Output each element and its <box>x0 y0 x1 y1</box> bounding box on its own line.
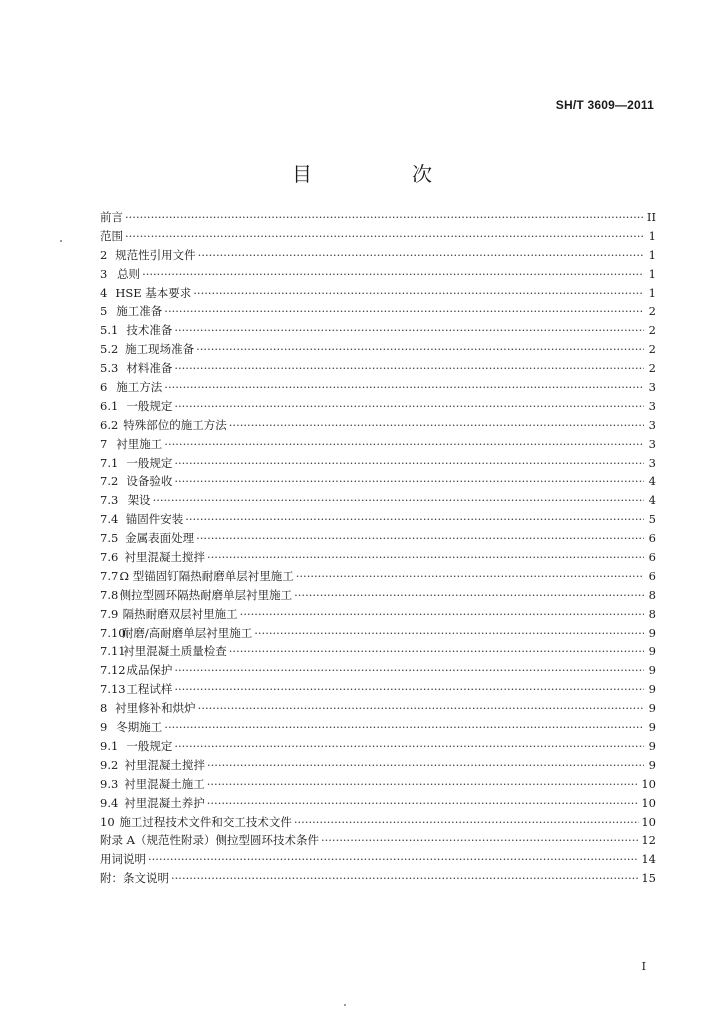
toc-entry-number: 4 <box>100 285 108 300</box>
toc-entry-number: 7.1 <box>100 455 119 470</box>
dot-leader <box>171 869 639 888</box>
toc-entry-label: 用词说明 <box>100 852 146 867</box>
toc-entry-number: 6.2 <box>100 417 119 432</box>
toc-entry-label: 特殊部位的施工方法 <box>123 417 227 432</box>
toc-entry-label: 施工现场准备 <box>125 342 195 357</box>
toc-entry-page: 4 <box>648 474 656 489</box>
toc-entry-number: 7.12 <box>100 663 126 678</box>
toc-entry-label: 冬期施工 <box>116 720 163 735</box>
toc-entry-number: 9 <box>100 720 108 735</box>
toc-entry-number: 7.6 <box>100 550 119 565</box>
dot-leader <box>174 737 644 756</box>
toc-entry-label: 规范性引用文件 <box>115 247 196 262</box>
scan-speck <box>60 240 62 242</box>
toc-entry-number: 9.4 <box>100 795 119 810</box>
toc-entry-number: 7.4 <box>100 512 119 527</box>
dot-leader <box>148 850 639 869</box>
toc-entry-page: 9 <box>648 625 656 640</box>
toc-entry <box>100 775 656 794</box>
toc-entry-label: 衬里混凝土施工 <box>124 776 205 791</box>
toc-entry-label: 架设 <box>127 493 151 508</box>
toc-entry-number: 7.11 <box>100 644 126 659</box>
toc-entry <box>100 605 656 624</box>
dot-leader <box>174 661 644 680</box>
toc-entry <box>100 284 656 303</box>
dot-leader <box>174 454 644 473</box>
toc-entry-label: 技术准备 <box>126 323 173 338</box>
toc-entry-label: 隔热耐磨双层衬里施工 <box>122 606 238 621</box>
toc-entry-page: 9 <box>648 682 656 697</box>
dot-leader <box>164 435 644 454</box>
toc-entry-label: 衬里修补和烘炉 <box>115 701 196 716</box>
toc-entry <box>100 454 656 473</box>
toc-entry <box>100 246 656 265</box>
toc-entry <box>100 850 656 869</box>
toc-entry <box>100 359 656 378</box>
dot-leader <box>174 680 644 699</box>
dot-leader <box>174 321 644 340</box>
toc-entry-number: 10 <box>100 814 115 829</box>
toc-entry-number: 5 <box>100 304 108 319</box>
standard-code: SH/T 3609—2011 <box>555 98 654 112</box>
toc-entry <box>100 813 656 832</box>
toc-entry <box>100 472 656 491</box>
toc-entry-number: 9.2 <box>100 757 119 772</box>
dot-leader <box>254 624 644 643</box>
toc-entry-page: 2 <box>648 342 656 357</box>
toc-entry <box>100 737 656 756</box>
toc-entry-number: 7.3 <box>100 493 119 508</box>
toc-entry-page: 6 <box>648 550 656 565</box>
dot-leader <box>125 227 644 246</box>
toc-entry-label: Ω 型锚固钉隔热耐磨单层衬里施工 <box>119 568 294 583</box>
toc-entry-number: 7.2 <box>100 474 119 489</box>
toc-entry-number: 8 <box>100 701 108 716</box>
toc-entry-number: 7 <box>100 436 108 451</box>
dot-leader <box>294 813 639 832</box>
toc-entry-label: 设备验收 <box>126 474 173 489</box>
toc-entry-page: 9 <box>648 701 656 716</box>
dot-leader <box>207 794 640 813</box>
dot-leader <box>174 397 644 416</box>
toc-entry-label: 锚固件安装 <box>125 512 184 527</box>
dot-leader <box>193 284 644 303</box>
toc-entry-label: 范围 <box>100 228 123 243</box>
toc-entry-page: 6 <box>648 568 656 583</box>
dot-leader <box>164 718 644 737</box>
toc-entry-page: 2 <box>648 323 656 338</box>
toc-entry-label: 侧拉型圆环隔热耐磨单层衬里施工 <box>119 587 293 602</box>
toc-entry <box>100 265 656 284</box>
dot-leader <box>321 831 639 850</box>
toc-entry <box>100 227 656 246</box>
toc-entry-label: 施工过程技术文件和交工技术文件 <box>119 814 292 829</box>
toc-entry <box>100 869 656 888</box>
toc-entry-label: 金属表面处理 <box>125 531 195 546</box>
dot-leader <box>296 567 644 586</box>
toc-entry-page: 1 <box>648 247 656 262</box>
dot-leader <box>294 586 644 605</box>
toc-entry-page: 1 <box>648 266 656 281</box>
toc-entry-number: 9.3 <box>100 776 119 791</box>
toc-entry <box>100 435 656 454</box>
toc-entry-page: 3 <box>648 398 656 413</box>
scan-speck <box>344 1004 346 1006</box>
dot-leader <box>196 340 644 359</box>
toc-entry-page: 3 <box>648 417 656 432</box>
toc-entry <box>100 680 656 699</box>
toc-entry <box>100 340 656 359</box>
toc-entry-number: 7.5 <box>100 531 119 546</box>
dot-leader <box>142 265 644 284</box>
toc-entry-number: 7.9 <box>100 606 119 621</box>
toc-entry-number: 6 <box>100 380 108 395</box>
toc-entry-page: 6 <box>648 531 656 546</box>
dot-leader <box>174 472 644 491</box>
toc-entry-label: 附录 A（规范性附录）侧拉型圆环技术条件 <box>100 833 319 848</box>
toc-entry-label: HSE 基本要求 <box>115 285 192 300</box>
toc-entry <box>100 529 656 548</box>
dot-leader <box>207 548 644 567</box>
toc-entry-page: 9 <box>648 720 656 735</box>
toc-entry-label: 一般规定 <box>126 455 173 470</box>
toc-entry-number: 7.8 <box>100 587 119 602</box>
toc-entry-page: 3 <box>648 455 656 470</box>
toc-entry-label: 施工方法 <box>116 380 163 395</box>
toc-entry <box>100 624 656 643</box>
toc-entry <box>100 831 656 850</box>
toc-entry <box>100 718 656 737</box>
dot-leader <box>185 510 644 529</box>
toc-entry-number: 9.1 <box>100 738 119 753</box>
toc-entry-label: 工程试样 <box>126 682 173 697</box>
toc-entry <box>100 548 656 567</box>
toc-entry <box>100 699 656 718</box>
toc-entry <box>100 756 656 775</box>
toc-entry <box>100 661 656 680</box>
dot-leader <box>207 775 640 794</box>
toc-entry <box>100 321 656 340</box>
toc-entry-page: 4 <box>648 493 656 508</box>
table-of-contents <box>100 208 656 888</box>
dot-leader <box>207 756 644 775</box>
toc-entry <box>100 794 656 813</box>
toc-entry-number: 6.1 <box>100 398 119 413</box>
toc-entry-page: 8 <box>648 587 656 602</box>
toc-entry <box>100 416 656 435</box>
toc-entry-label: 前言 <box>100 210 123 224</box>
toc-entry-page: 9 <box>648 663 656 678</box>
toc-entry-number: 7.10 <box>100 625 126 640</box>
toc-entry-label: 衬里混凝土质量检查 <box>123 644 227 659</box>
toc-entry-page: 1 <box>648 285 656 300</box>
dot-leader <box>164 378 644 397</box>
toc-entry-number: 7.7 <box>100 568 119 583</box>
toc-entry-number: 5.1 <box>100 323 119 338</box>
toc-entry-page: 9 <box>648 738 656 753</box>
toc-entry <box>100 586 656 605</box>
dot-leader <box>153 491 644 510</box>
dot-leader <box>125 208 644 227</box>
toc-entry-page: 9 <box>648 757 656 772</box>
toc-entry-page: 15 <box>641 871 656 886</box>
dot-leader <box>198 699 644 718</box>
toc-entry-page: 9 <box>648 644 656 659</box>
toc-entry-page: 2 <box>648 304 656 319</box>
toc-entry <box>100 491 656 510</box>
toc-entry-label: 附：条文说明 <box>100 871 169 886</box>
dot-leader <box>229 642 644 661</box>
toc-entry-page: 10 <box>641 795 656 810</box>
toc-entry-label: 总则 <box>117 266 141 281</box>
toc-entry-number: 2 <box>100 247 108 262</box>
toc-entry-page: 2 <box>648 361 656 376</box>
toc-entry-page: 12 <box>641 833 656 848</box>
toc-entry-page: 3 <box>648 436 656 451</box>
toc-entry-label: 衬里混凝土搅拌 <box>124 550 205 565</box>
toc-entry-page: 3 <box>648 380 656 395</box>
toc-entry-label: 耐磨/高耐磨单层衬里施工 <box>121 625 253 640</box>
toc-entry-number: 5.3 <box>100 361 119 376</box>
dot-leader <box>240 605 644 624</box>
toc-entry-label: 一般规定 <box>126 738 173 753</box>
toc-entry-number: 3 <box>100 266 108 281</box>
toc-entry-label: 成品保护 <box>126 663 173 678</box>
toc-entry <box>100 397 656 416</box>
toc-entry <box>100 642 656 661</box>
toc-entry-page: 1 <box>648 228 656 243</box>
toc-entry-page: II <box>646 210 656 224</box>
toc-entry <box>100 302 656 321</box>
toc-entry-label: 材料准备 <box>126 361 173 376</box>
toc-entry <box>100 208 656 227</box>
dot-leader <box>196 529 644 548</box>
toc-entry <box>100 567 656 586</box>
toc-entry-label: 施工准备 <box>116 304 163 319</box>
toc-entry-page: 10 <box>641 776 656 791</box>
dot-leader <box>198 246 644 265</box>
toc-entry-page: 8 <box>648 606 656 621</box>
toc-entry-number: 5.2 <box>100 342 119 357</box>
toc-entry <box>100 510 656 529</box>
page-title: 目 次 <box>292 162 472 186</box>
toc-entry-label: 衬里混凝土养护 <box>124 795 205 810</box>
toc-entry-page: 10 <box>641 814 656 829</box>
page-number: I <box>641 960 646 973</box>
dot-leader <box>229 416 644 435</box>
dot-leader <box>174 359 644 378</box>
toc-entry-label: 一般规定 <box>126 398 173 413</box>
dot-leader <box>164 302 644 321</box>
toc-entry-label: 衬里混凝土搅拌 <box>124 757 205 772</box>
toc-entry-number: 7.13 <box>100 682 126 697</box>
toc-entry-page: 14 <box>641 852 656 867</box>
toc-entry-page: 5 <box>648 512 656 527</box>
toc-entry-label: 衬里施工 <box>116 436 163 451</box>
toc-entry <box>100 378 656 397</box>
